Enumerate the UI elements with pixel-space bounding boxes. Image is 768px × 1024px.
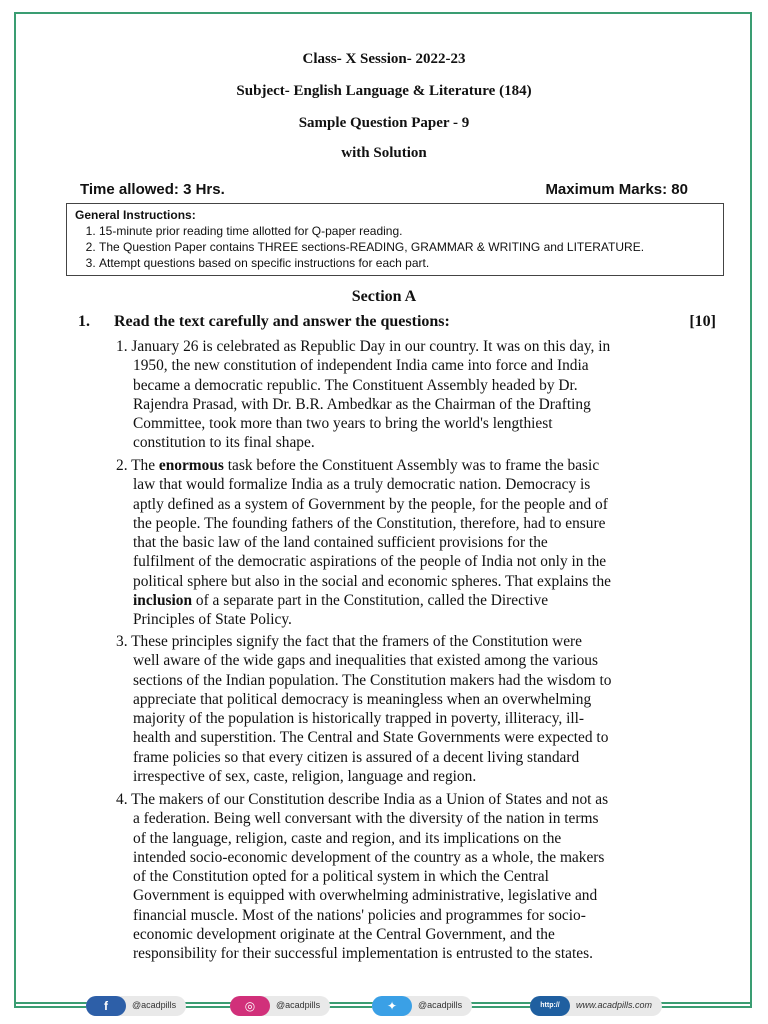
passage-line: became a democratic republic. The Constituent Assembly headed by Dr. — [133, 376, 578, 394]
passage-line: of the language, religion, caste and region, and its implications on the — [133, 829, 562, 847]
subject-heading: Subject- English Language & Literature (184) — [236, 83, 532, 99]
twitter-icon: ✦ — [372, 996, 412, 1016]
facebook-icon: f — [86, 996, 126, 1016]
passage-line: Committee, took more than two years to bring the world's lengthiest — [133, 415, 553, 433]
passage-line: sections of the Indian population. The Constitution makers had the wisdom to — [133, 671, 612, 689]
passage-paragraph — [116, 456, 686, 630]
maximum-marks: Maximum Marks: 80 — [545, 181, 688, 198]
website-url: www.acadpills.com — [576, 1000, 653, 1010]
instruction-item: 2. The Question Paper contains THREE sections-READING, GRAMMAR & WRITING and LITERATURE. — [99, 239, 715, 255]
passage-line: 2. The enormous task before the Constituent Assembly was to frame the basic — [116, 457, 600, 474]
passage-line: 3. These principles signify the fact that the framers of the Constitution were — [116, 633, 583, 650]
passage-line: frame policies so that every citizen is assured of a decent living standard — [133, 748, 580, 766]
instruction-item: 1. 15-minute prior reading time allotted for Q-paper reading. — [99, 223, 715, 239]
passage-line: well aware of the wide gaps and inequalities that existed among the various — [133, 652, 598, 670]
class-session-heading: Class- X Session- 2022-23 — [302, 51, 466, 67]
instagram-handle: @acadpills — [276, 1000, 321, 1010]
globe-icon: http:// — [530, 996, 570, 1016]
passage-line: that the basic law of the land contained sufficient provisions for the — [133, 534, 548, 552]
passage-paragraph — [116, 632, 686, 786]
passage-line: law that would formalize India as a truly democratic nation. Democracy is — [133, 476, 591, 494]
solution-subtitle: with Solution — [341, 145, 427, 161]
passage-paragraph — [116, 790, 686, 964]
passage-line: 1950, the new constitution of independent India came into force and India — [133, 357, 589, 375]
time-allowed: Time allowed: 3 Hrs. — [80, 181, 225, 198]
paper-title: Sample Question Paper - 9 — [298, 115, 470, 131]
passage-line: health and superstition. The Central and State Governments were expected to — [133, 729, 609, 747]
question-text: Read the text carefully and answer the questions: — [114, 313, 450, 330]
passage-line: 1. January 26 is celebrated as Republic Day in our country. It was on this day, in — [116, 338, 611, 355]
passage-line: irrespective of sex, caste, religion, language and region. — [133, 768, 477, 786]
passage-line: majority of the population is historically trapped in poverty, illiteracy, ill- — [133, 710, 585, 728]
passage-line: a federation. Being well conversant with the diversity of the nation in terms — [133, 810, 599, 828]
passage-line: responsibility for their successful implementation is entrusted to the states. — [133, 945, 593, 963]
passage-line: constitution to its final shape. — [133, 434, 315, 452]
question-marks: [10] — [689, 313, 716, 330]
instructions-list — [75, 223, 715, 271]
section-heading: Section A — [351, 288, 417, 305]
twitter-handle: @acadpills — [418, 1000, 463, 1010]
question-number: 1. — [78, 313, 90, 330]
passage-line: the people. The founding fathers of the Constitution, therefore, had to ensure — [133, 514, 606, 532]
passage-paragraph — [116, 337, 686, 453]
passage-line: inclusion of a separate part in the Constitution, called the Directive — [133, 592, 549, 610]
passage-line: Principles of State Policy. — [133, 611, 292, 629]
passage-line: of the Constitution opted for a political system in which the Central — [133, 868, 549, 886]
instruction-item: 3. Attempt questions based on specific instructions for each part. — [99, 255, 715, 271]
passage-line: political sphere but also in the social and economic spheres. That explains the — [133, 572, 611, 590]
passage-line: appreciate that political democracy is meaningless when an overwhelming — [133, 690, 592, 708]
passage-line: intended socio-economic development of the country as a whole, the makers — [133, 848, 605, 866]
passage-line: economic development originate at the Central Government, and the — [133, 926, 555, 944]
time-marks-row — [80, 181, 688, 198]
passage-line: aptly defined as a system of Government by the people, for the people and of — [133, 495, 608, 513]
passage-line: financial muscle. Most of the nations' policies and programmes for socio- — [133, 906, 586, 924]
instructions-title: General Instructions: — [75, 208, 196, 222]
instagram-icon: ◎ — [230, 996, 270, 1016]
passage-line: fulfilment of the democratic aspirations of the people of India not only in the — [133, 553, 607, 571]
passage-line: Government is equipped with overwhelming administrative, legislative and — [133, 887, 598, 905]
passage-line: 4. The makers of our Constitution describe India as a Union of States and not as — [116, 791, 609, 808]
general-instructions-box — [66, 203, 724, 276]
passage-line: Rajendra Prasad, with Dr. B.R. Ambedkar as the Chairman of the Drafting — [133, 395, 591, 413]
facebook-handle: @acadpills — [132, 1000, 177, 1010]
